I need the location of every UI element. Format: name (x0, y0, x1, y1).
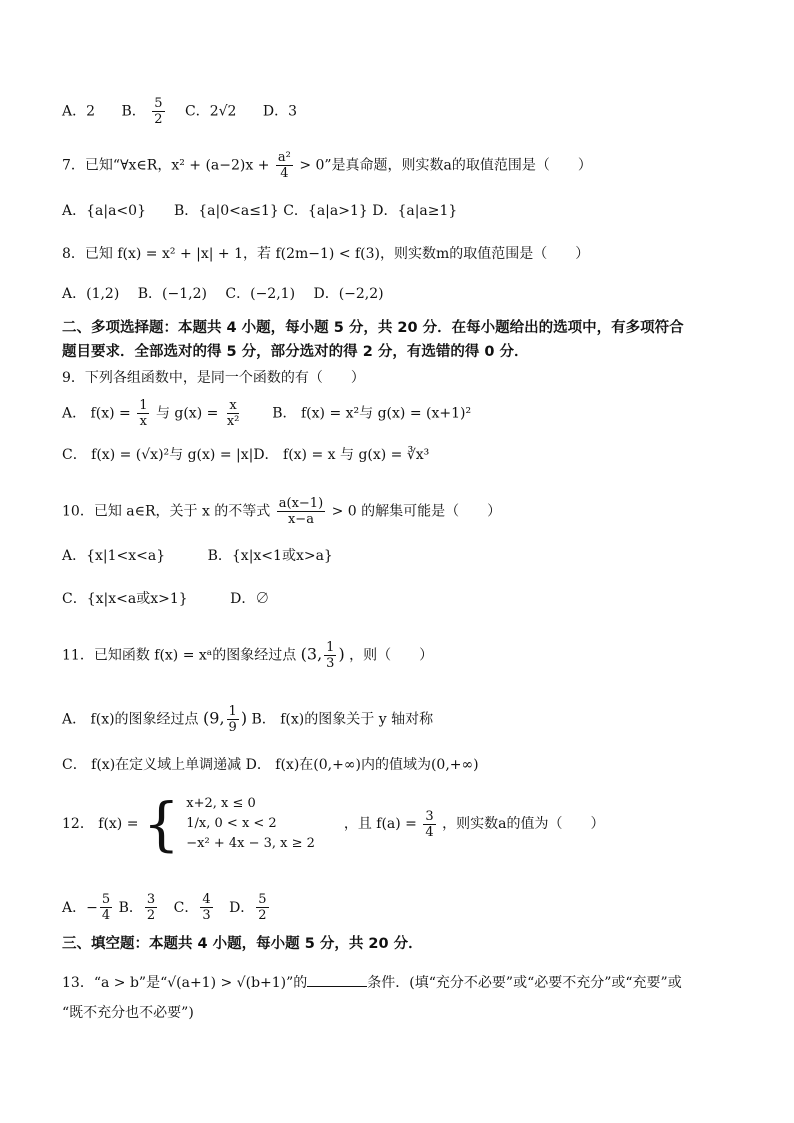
q9-a-frac2: $\frac{x}{\text{x²}}$ (226, 398, 240, 429)
q12-stem (62, 790, 605, 858)
q12-option-d-frac: $\frac{5}{2}$ (258, 892, 267, 923)
q10-option-a: A．{x|1<x<a} (62, 548, 166, 564)
q12-option-b-frac: $\frac{3}{2}$ (146, 892, 156, 923)
q12-stem-mid: ，且 f(a) = (343, 816, 417, 832)
q12-option-d: D． (229, 899, 255, 916)
q11-options-cd: C． f(x)在定义域上单调递减 D． f(x)在(0,+∞)内的值域为(0,+∞) (62, 757, 479, 773)
section3-heading: 三、填空题：本题共 4 小题，每小题 5 分，共 20 分． (62, 936, 423, 952)
q7-stem (62, 150, 592, 181)
section2-heading-line1: 二、多项选择题：本题共 4 小题，每小题 5 分，共 20 分．在每小题给出的选项中，有多项符合 (62, 320, 684, 336)
q10-stem-pre: 10．已知 a∈R，关于 x 的不等式 (62, 503, 271, 520)
q11-frac: $\frac{1}{3}$ (326, 640, 335, 671)
q10-options-cd (62, 590, 269, 608)
q11-option-b: B． f(x)的图象关于 y 轴对称 (251, 711, 434, 728)
q11-a-frac: $\frac{1}{9}$ (228, 704, 237, 735)
q13-answer-blank[interactable] (307, 972, 367, 987)
q11-stem-pre: 11．已知函数 f(x) = xᵃ的图象经过点 (62, 647, 297, 664)
q12-case-1: x+2, x ≤ 0 (186, 796, 256, 811)
q7-stem-part1: 7．已知“∀x∈R，x² + (a−2)x + (62, 157, 274, 174)
q12-frac: $\frac{3}{4}$ (425, 808, 434, 840)
q11-option-a: A． f(x)的图象经过点 (62, 711, 199, 728)
q8-stem: 8．已知 f(x) = x² + |x| + 1，若 f(2m−1) < f(3)，则实数m的取值范围是（ ） (62, 246, 590, 262)
q6-option-d: D．3 (262, 103, 298, 120)
q8-options: A．(1,2) B．(−1,2) C．(−2,1) D．(−2,2) (62, 286, 384, 302)
q9-option-a-mid: 与 g(x) = (155, 405, 223, 422)
q12-option-c-frac: $\frac{4}{3}$ (202, 892, 211, 923)
q13-line2: “既不充分也不必要”) (62, 1005, 194, 1021)
brace-icon: { (142, 790, 180, 858)
q10-stem (62, 496, 501, 527)
q7-options: A．{a|a<0} B．{a|0<a≤1} C．{a|a>1} D．{a|a≥1} (62, 203, 458, 219)
q12-case-3: −x² + 4x − 3, x ≥ 2 (186, 836, 315, 851)
q9-a-frac1: $\frac{1}{x}$ (139, 398, 148, 429)
q10-stem-post: > 0 的解集可能是（ ） (331, 503, 502, 520)
q9-stem: 9．下列各组函数中，是同一个函数的有（ ） (62, 370, 365, 386)
q12-stem-pre: 12． f(x) = (62, 816, 139, 832)
q12-stem-post: ，则实数a的值为（ ） (442, 816, 605, 832)
q12-option-c: C． (173, 899, 199, 916)
q11-a-point-post: ) (240, 708, 248, 728)
q10-option-d: D．∅ (230, 591, 270, 607)
q10-option-c: C．{x|x<a或x>1} (62, 591, 188, 607)
q13-line1-pre: 13．“a > b”是“√(a+1) > √(b+1)”的 (62, 975, 308, 991)
q10-frac: $\frac{a(x-1)}{x-a}$ (278, 496, 324, 527)
q12-option-a-frac: $\frac{5}{4}$ (101, 892, 111, 923)
q12-case-2: 1/x, 0 < x < 2 (186, 816, 277, 831)
q6-options (62, 96, 297, 127)
q7-frac: $\frac{\text{a²}}{4}$ (277, 150, 291, 181)
q13-line1-post: 条件．(填“充分不必要”或“必要不充分”或“充要”或 (367, 975, 682, 991)
q6-option-a: A．2 (62, 103, 96, 120)
q10-option-b: B．{x|x<1或x>a} (207, 548, 333, 564)
q6-option-c: C． (184, 103, 210, 120)
q12-options (62, 892, 271, 923)
q10-options-ab (62, 547, 333, 565)
q11-point-pre: (3, (300, 644, 323, 664)
section2-heading-line2: 题目要求．全部选对的得 5 分，部分选对的得 2 分，有选错的得 0 分． (62, 344, 529, 360)
q11-point-post: ) (338, 644, 345, 664)
q12-option-b: B． (118, 899, 143, 916)
q13-line1 (62, 972, 682, 992)
q9-option-a: A． f(x) = (62, 405, 136, 422)
q11-a-point-pre: (9, (203, 708, 225, 728)
q12-piecewise (186, 794, 315, 854)
q11-stem (62, 640, 433, 671)
q6-option-c-value: 2√2 (209, 103, 237, 120)
q11-stem-post: ，则（ ） (349, 647, 434, 664)
q9-option-cd: C． f(x) = (√x)²与 g(x) = |x|D． f(x) = x 与 g(x) = ∛x³ (62, 447, 430, 463)
q7-stem-part2: > 0”是真命题，则实数a的取值范围是（ ） (299, 157, 592, 174)
q6-option-b-frac: $\frac{5}{2}$ (154, 96, 163, 127)
q9-option-ab (62, 398, 471, 429)
q11-options-ab (62, 704, 433, 735)
q9-option-b: B． f(x) = x²与 g(x) = (x+1)² (272, 405, 472, 422)
q6-option-b: B． (121, 103, 146, 120)
q12-option-a: A．− (62, 899, 98, 916)
